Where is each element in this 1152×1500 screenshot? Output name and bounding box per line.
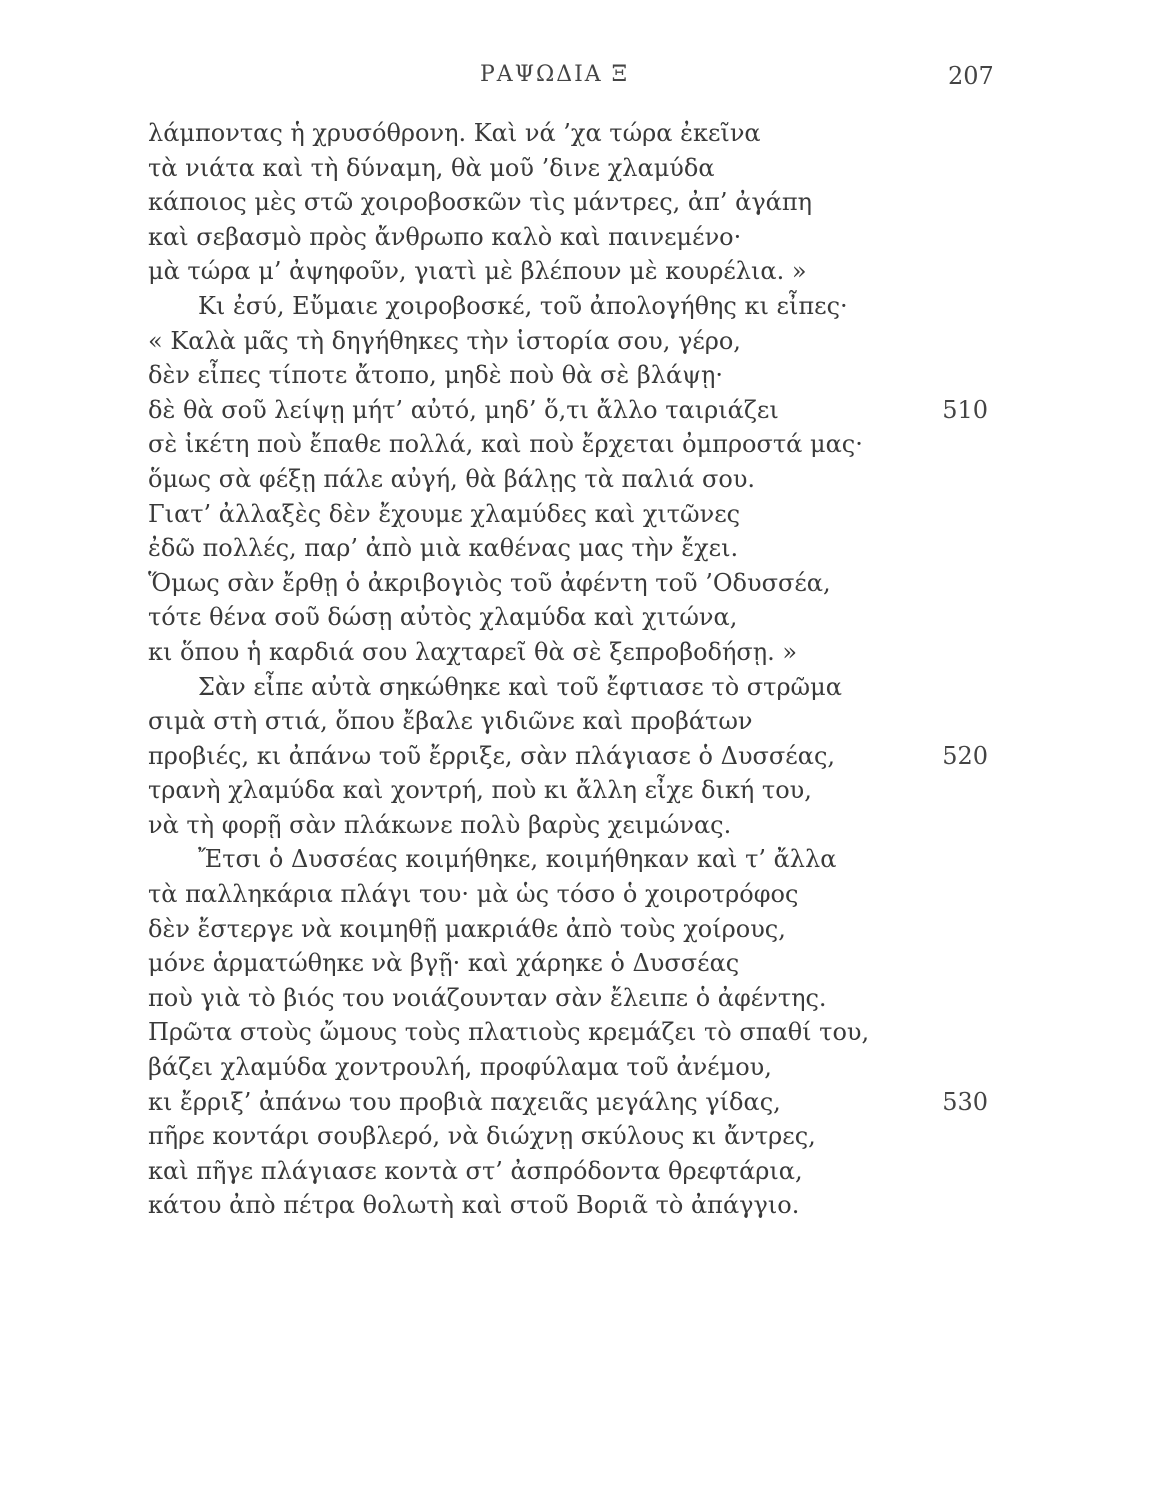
line-number: 530: [942, 1087, 988, 1116]
verse-line: [148, 220, 988, 255]
verse-text: κάποιος μὲς στῶ χοιροβοσκῶν τὶς μάντρες, ἀπ’ ἀγάπη: [148, 188, 813, 217]
verse-text: « Καλὰ μᾶς τὴ δηγήθηκες τὴν ἱστορία σου, γέρο,: [148, 326, 741, 355]
verse-text: δὲν εἶπες τίποτε ἄτοπο, μηδὲ ποὺ θὰ σὲ βλάψῃ·: [148, 361, 724, 390]
verse-text: βάζει χλαμύδα χοντρουλή, προφύλαμα τοῦ ἀνέμου,: [148, 1053, 772, 1082]
verse-text: πῆρε κοντάρι σουβλερό, νὰ διώχνῃ σκύλους κι ἄντρες,: [148, 1122, 816, 1151]
verse-line: [148, 289, 988, 324]
verse-text: δὲ θὰ σοῦ λείψῃ μήτ’ αὐτό, μηδ’ ὅ,τι ἄλλο ταιριάζει: [148, 395, 779, 424]
verse-line: [148, 531, 988, 566]
verse-line: [148, 566, 988, 601]
verse-line: [148, 462, 988, 497]
verse-text: Ὅμως σὰν ἔρθῃ ὁ ἀκριβογιὸς τοῦ ἀφέντη τοῦ ’Οδυσσέα,: [148, 568, 831, 597]
verse-line: [148, 704, 988, 739]
running-title: ΡΑΨΩΔΙΑ Ξ: [480, 62, 630, 87]
verse-line: [148, 324, 988, 359]
verse-line: [148, 358, 988, 393]
verse-text: μόνε ἁρματώθηκε νὰ βγῇ· καὶ χάρηκε ὁ Δυσσέας: [148, 949, 740, 978]
running-head: [0, 62, 1152, 92]
verse-line: [148, 981, 988, 1016]
verse-line: [148, 670, 988, 705]
verse-text: τότε θένα σοῦ δώσῃ αὐτὸς χλαμύδα καὶ χιτώνα,: [148, 603, 738, 632]
verse-text: τὰ παλληκάρια πλάγι του· μὰ ὡς τόσο ὁ χοιροτρόφος: [148, 880, 799, 909]
verse-text: Πρῶτα στοὺς ὤμους τοὺς πλατιοὺς κρεμάζει τὸ σπαθί του,: [148, 1018, 870, 1047]
verse-line: [148, 497, 988, 532]
verse-line: [148, 1188, 988, 1223]
verse-line: [148, 912, 988, 947]
verse-line: [148, 773, 988, 808]
verse-text: νὰ τὴ φορῇ σὰν πλάκωνε πολὺ βαρὺς χειμώνας.: [148, 810, 732, 839]
verse-line: [148, 116, 988, 151]
poem-text: [148, 116, 988, 1223]
verse-line: [148, 842, 988, 877]
verse-line: [148, 1015, 988, 1050]
verse-text: σιμὰ στὴ στιά, ὅπου ἔβαλε γιδιῶνε καὶ προβάτων: [148, 707, 753, 736]
verse-text: δὲν ἔστεργε νὰ κοιμηθῇ μακριάθε ἀπὸ τοὺς χοίρους,: [148, 914, 786, 943]
verse-line: [148, 393, 988, 428]
verse-text: Γιατ’ ἀλλαξὲς δὲν ἔχουμε χλαμύδες καὶ χιτῶνες: [148, 499, 741, 528]
verse-text: καὶ σεβασμὸ πρὸς ἄνθρωπο καλὸ καὶ παινεμένο·: [148, 222, 742, 251]
verse-line: [148, 946, 988, 981]
verse-text: Σὰν εἶπε αὐτὰ σηκώθηκε καὶ τοῦ ἔφτιασε τὸ στρῶμα: [198, 672, 842, 701]
verse-text: ὅμως σὰ φέξῃ πάλε αὐγή, θὰ βάλῃς τὰ παλιά σου.: [148, 464, 756, 493]
verse-line: [148, 1154, 988, 1189]
verse-text: ἐδῶ πολλές, παρ’ ἀπὸ μιὰ καθένας μας τὴν ἔχει.: [148, 534, 739, 563]
verse-text: μὰ τώρα μ’ ἀψηφοῦν, γιατὶ μὲ βλέπουν μὲ κουρέλια. »: [148, 257, 807, 286]
verse-text: κι ὅπου ἡ καρδιά σου λαχταρεῖ θὰ σὲ ξεπροβοδήσῃ. »: [148, 637, 798, 666]
verse-line: [148, 1085, 988, 1120]
line-number: 510: [942, 395, 988, 424]
verse-line: [148, 427, 988, 462]
page-number: 207: [948, 62, 994, 90]
line-number: 520: [942, 741, 988, 770]
verse-text: κάτου ἀπὸ πέτρα θολωτὴ καὶ στοῦ Βοριᾶ τὸ ἀπάγγιο.: [148, 1191, 800, 1220]
verse-line: [148, 877, 988, 912]
verse-line: [148, 185, 988, 220]
verse-text: προβιές, κι ἀπάνω τοῦ ἔρριξε, σὰν πλάγιασε ὁ Δυσσέας,: [148, 741, 836, 770]
verse-line: [148, 600, 988, 635]
verse-line: [148, 1119, 988, 1154]
verse-line: [148, 808, 988, 843]
verse-line: [148, 635, 988, 670]
verse-line: [148, 739, 988, 774]
verse-text: καὶ πῆγε πλάγιασε κοντὰ στ’ ἀσπρόδοντα θρεφτάρια,: [148, 1156, 803, 1185]
verse-line: [148, 1050, 988, 1085]
verse-text: κι ἔρριξ’ ἀπάνω του προβιὰ παχειᾶς μεγάλης γίδας,: [148, 1087, 781, 1116]
verse-text: ποὺ γιὰ τὸ βιός του νοιάζουνταν σὰν ἔλειπε ὁ ἀφέντης.: [148, 983, 827, 1012]
verse-text: Κι ἐσύ, Εὔμαιε χοιροβοσκέ, τοῦ ἀπολογήθης κι εἶπες·: [198, 291, 848, 320]
verse-text: σὲ ἱκέτη ποὺ ἔπαθε πολλά, καὶ ποὺ ἔρχεται ὀμπροστά μας·: [148, 430, 863, 459]
verse-text: Ἔτσι ὁ Δυσσέας κοιμήθηκε, κοιμήθηκαν καὶ τ’ ἄλλα: [198, 845, 837, 874]
verse-text: τὰ νιάτα καὶ τὴ δύναμη, θὰ μοῦ ’δινε χλαμύδα: [148, 153, 715, 182]
verse-line: [148, 151, 988, 186]
verse-text: λάμποντας ἡ χρυσόθρονη. Καὶ νά ’χα τώρα ἐκεῖνα: [148, 119, 761, 147]
verse-line: [148, 254, 988, 289]
verse-text: τρανὴ χλαμύδα καὶ χοντρή, ποὺ κι ἄλλη εἶχε δική του,: [148, 776, 812, 805]
